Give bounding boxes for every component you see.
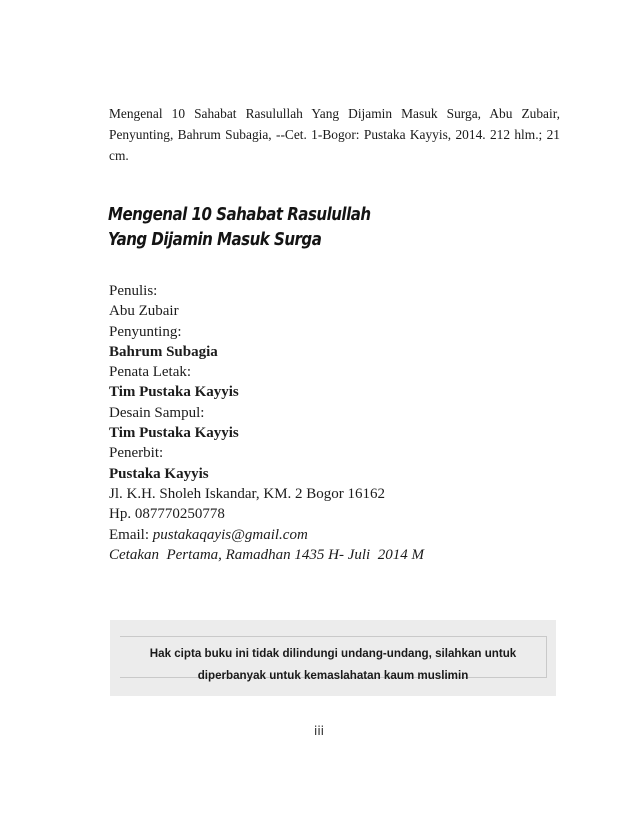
copyright-notice-text <box>120 643 546 687</box>
book-title-line-1: Mengenal 10 Sahabat Rasulullah <box>108 205 371 225</box>
edition-info: Cetakan Pertama, Ramadhan 1435 H- Juli 2014 M <box>109 546 424 563</box>
publisher-address: Jl. K.H. Sholeh Iskandar, KM. 2 Bogor 16162 <box>109 485 386 502</box>
cover-design-name: Tim Pustaka Kayyis <box>109 425 239 442</box>
page-number: iii <box>313 724 324 738</box>
email-label: Email: <box>109 526 153 543</box>
credits-block <box>109 281 569 565</box>
publisher-label: Penerbit: <box>109 445 164 462</box>
email-address: pustakaqayis@gmail.com <box>152 526 308 543</box>
editor-name: Bahrum Subagia <box>109 343 218 360</box>
publisher-name: Pustaka Kayyis <box>109 465 209 482</box>
author-label: Penulis: <box>109 283 158 299</box>
cover-design-label: Desain Sampul: <box>109 404 205 421</box>
layout-name: Tim Pustaka Kayyis <box>109 384 239 401</box>
copyright-notice-line-2: diperbanyak untuk kemaslahatan kaum muslimin <box>197 669 469 682</box>
layout-label: Penata Letak: <box>109 364 192 381</box>
author-name: Abu Zubair <box>109 303 179 320</box>
copyright-notice-frame <box>120 636 547 682</box>
catalog-in-publication-text: Mengenal 10 Sahabat Rasulullah Yang Dijamin Masuk Surga, Abu Zubair, Penyunting, Bahrum Subagia, --Cet. 1-Bogor: Pustaka Kayyis, 2014. 212 hlm.; 21 cm. <box>109 106 560 163</box>
book-title-line-2: Yang Dijamin Masuk Surga <box>108 230 322 250</box>
editor-label: Penyunting: <box>109 323 182 340</box>
publisher-phone: Hp. 087770250778 <box>109 506 225 523</box>
copyright-notice-box <box>110 620 556 696</box>
publisher-email-line <box>109 525 569 545</box>
book-title <box>108 203 504 253</box>
copyright-notice-line-1: Hak cipta buku ini tidak dilindungi undang-undang, silahkan untuk <box>149 647 517 660</box>
